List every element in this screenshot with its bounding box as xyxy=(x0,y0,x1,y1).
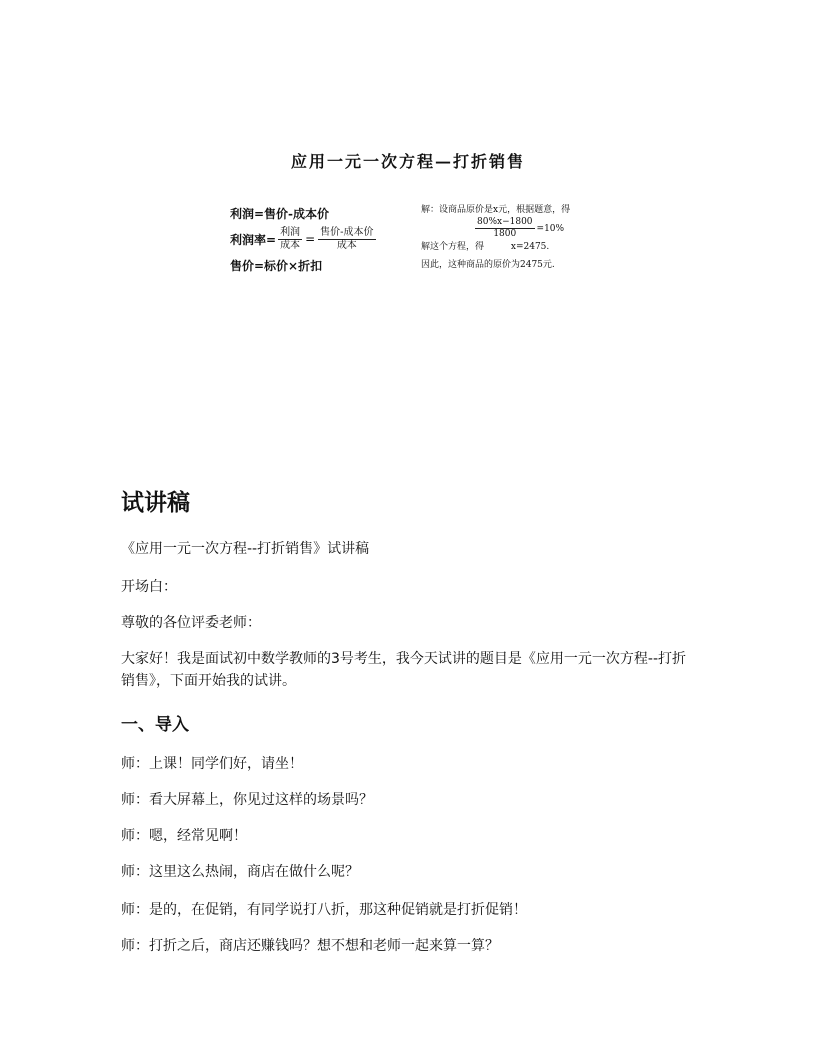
fraction-numerator: 80%x−1800 xyxy=(477,217,533,227)
equals-sign: = xyxy=(305,232,316,246)
formula-block xyxy=(230,200,378,278)
equation-rhs: =10% xyxy=(536,223,565,234)
fraction-denominator: 成本 xyxy=(336,239,357,251)
profit-rate-fraction-1 xyxy=(278,227,302,252)
profit-rate-fraction-2 xyxy=(318,227,375,252)
section-heading: 一、导入 xyxy=(121,715,189,735)
profit-formula: 利润=售价-成本价 xyxy=(230,206,330,221)
equation-fraction xyxy=(475,217,535,240)
paragraph: 尊敬的各位评委老师： xyxy=(121,615,261,631)
board-title: 应用一元一次方程—打折销售 xyxy=(290,152,525,171)
page-heading: 试讲稿 xyxy=(121,490,190,516)
solution-line-4: 因此，这种商品的原价为2475元. xyxy=(421,260,555,270)
dialogue-line: 师：上课！同学们好，请坐！ xyxy=(121,756,303,772)
profit-rate-formula xyxy=(230,226,378,252)
dialogue-line: 师：是的，在促销，有同学说打八折，那这种促销就是打折促销！ xyxy=(121,902,527,918)
paragraph: 开场白： xyxy=(121,579,177,595)
price-formula: 售价=标价×折扣 xyxy=(230,258,323,273)
solution-line-3 xyxy=(421,240,621,254)
solution-line-1: 解：设商品原价是x元，根据题意，得 xyxy=(421,205,571,215)
solution-step-text: 解这个方程，得 xyxy=(421,242,485,252)
paragraph: 《应用一元一次方程--打折销售》试讲稿 xyxy=(121,541,370,557)
fraction-denominator: 1800 xyxy=(493,229,517,239)
dialogue-line: 师：看大屏幕上，你见过这样的场景吗？ xyxy=(121,792,373,808)
fraction-numerator: 利润 xyxy=(280,226,301,238)
fraction-numerator: 售价-成本价 xyxy=(320,226,374,238)
dialogue-line: 师：打折之后，商店还赚钱吗？想不想和老师一起来算一算？ xyxy=(121,938,499,954)
fraction-denominator: 成本 xyxy=(280,239,301,251)
dialogue-line: 师：这里这么热闹，商店在做什么呢？ xyxy=(121,864,359,880)
profit-rate-label: 利润率= xyxy=(230,232,277,247)
dialogue-line: 师：嗯，经常见啊！ xyxy=(121,828,247,844)
solution-block xyxy=(421,203,621,272)
solution-equation xyxy=(473,217,621,240)
solution-result: x=2475. xyxy=(510,242,550,252)
paragraph: 大家好！我是面试初中数学教师的3号考生，我今天试讲的题目是《应用一元一次方程--打折销售》，下面开始我的试讲。 xyxy=(121,651,687,689)
